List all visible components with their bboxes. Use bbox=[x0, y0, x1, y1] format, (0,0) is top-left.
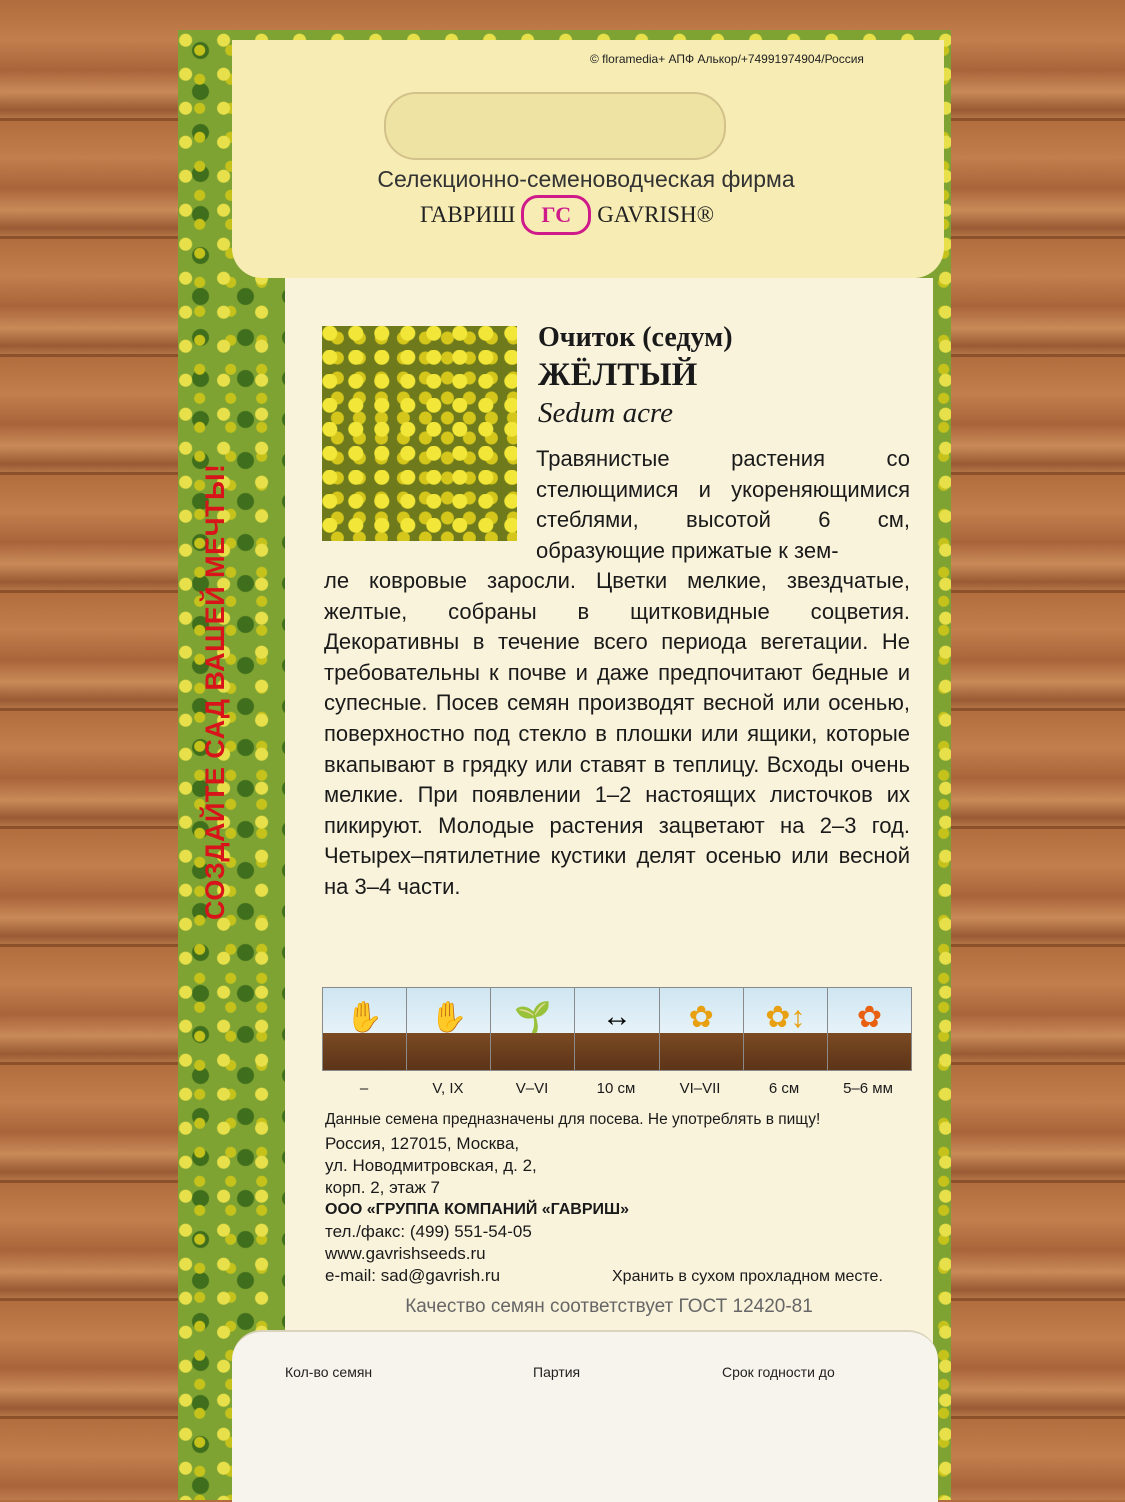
field-expiry: Срок годности до bbox=[722, 1364, 835, 1380]
company-line: Селекционно-семеноводческая фирма bbox=[377, 166, 795, 192]
sowing-pot-icon: ✋ bbox=[323, 988, 407, 1070]
icon-label: VI–VII bbox=[679, 1080, 721, 1097]
copyright-line: © floramedia+ АПФ Алькор/+74991974904/Россия bbox=[590, 52, 864, 66]
flower-icon: ✿ bbox=[660, 988, 744, 1070]
icon-label: 5–6 мм bbox=[843, 1080, 893, 1097]
icon-labels bbox=[322, 1080, 910, 1097]
gavrish-logo bbox=[392, 195, 742, 235]
bottom-tab bbox=[232, 1330, 938, 1502]
latin-name: Sedum acre bbox=[538, 397, 674, 429]
field-batch: Партия bbox=[533, 1364, 581, 1380]
address-line: Россия, 127015, Москва, bbox=[325, 1134, 520, 1153]
website: www.gavrishseeds.ru bbox=[325, 1244, 486, 1263]
plant-photo bbox=[322, 326, 517, 541]
logo-mark-icon: ГС bbox=[521, 195, 591, 235]
spacing-icon: ↔ bbox=[575, 988, 659, 1070]
sowing-ground-icon: ✋ bbox=[407, 988, 491, 1070]
title-line2: ЖЁЛТЫЙ bbox=[538, 357, 698, 393]
seedling-trowel-icon: 🌱 bbox=[491, 988, 575, 1070]
address-block bbox=[325, 1133, 629, 1287]
title-line1: Очиток (седум) bbox=[538, 322, 733, 353]
logo-left-word: ГАВРИШ bbox=[419, 202, 516, 227]
gost-note: Качество семян соответствует ГОСТ 12420-81 bbox=[405, 1296, 813, 1317]
address-line: корп. 2, этаж 7 bbox=[325, 1178, 440, 1197]
company-name: ООО «ГРУППА КОМПАНИЙ «ГАВРИШ» bbox=[325, 1201, 629, 1218]
email: e-mail: sad@gavrish.ru bbox=[325, 1266, 501, 1285]
description-bottom: ле ковровые заросли. Цветки мелкие, звездчатые, желтые, собраны в щитковидные соцветия. Декоративны в течение всего периода вегетации. Не требовательны к почве и даже предпочитают бедные и супесные. Посев семян производят весной или осенью, поверхностно под стекло в плошки или ящики, которые вкапывают в грядку или ставят в теплицу. Всходы очень мелкие. При появлении 1–2 настоящих листочков их пикируют. Молодые растения зацветают на 2–3 год. Четырех–пятилетние кустики делят осенью или весной на 3–4 части. bbox=[324, 568, 910, 899]
growing-icons bbox=[322, 987, 912, 1071]
icon-label: 6 см bbox=[768, 1080, 800, 1097]
logo-right-word: GAVRISH® bbox=[597, 202, 715, 227]
field-seed-count: Кол-во семян bbox=[285, 1364, 373, 1380]
storage-note: Хранить в сухом прохладном месте. bbox=[612, 1268, 883, 1285]
icon-label: – bbox=[359, 1080, 369, 1097]
address-line: ул. Новодмитровская, д. 2, bbox=[325, 1156, 537, 1175]
description-top: Травянистые растения со стелющимися и укореняющимися стеблями, высотой 6 см, образующие прижатые к зем- bbox=[536, 446, 910, 563]
height-icon: ✿↕ bbox=[744, 988, 828, 1070]
side-slogan: СОЗДАЙТЕ САД ВАШЕЙ МЕЧТЫ! bbox=[200, 463, 230, 920]
icon-label: 10 см bbox=[596, 1080, 636, 1097]
icon-label: V–VI bbox=[515, 1080, 549, 1097]
icon-label: V, IX bbox=[432, 1080, 464, 1097]
hanging-hole bbox=[384, 92, 726, 160]
phone: тел./факс: (499) 551-54-05 bbox=[325, 1222, 532, 1241]
warning-text: Данные семена предназначены для посева. Не употреблять в пищу! bbox=[325, 1111, 821, 1128]
flower-size-icon: ✿ bbox=[828, 988, 911, 1070]
